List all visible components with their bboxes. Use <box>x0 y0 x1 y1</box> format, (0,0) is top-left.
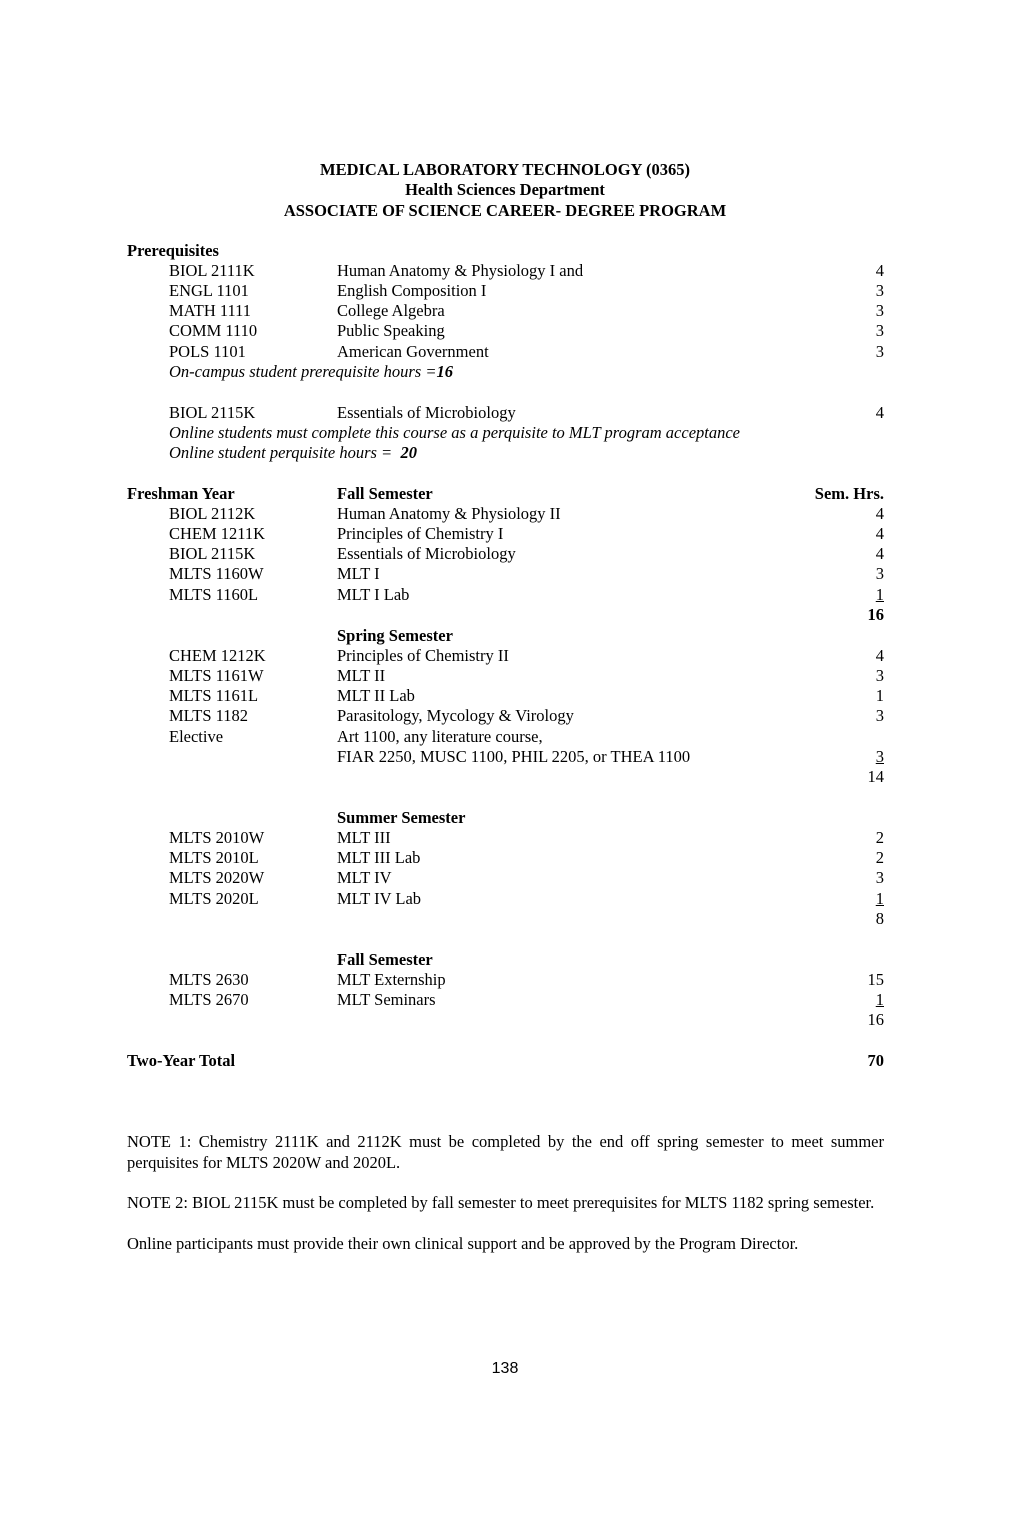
course-title: Essentials of Microbiology <box>337 403 516 422</box>
course-hours: 15 <box>867 970 884 989</box>
summer-semester-total: 8 <box>875 909 884 928</box>
fall-semester-label: Fall Semester <box>337 484 433 503</box>
course-hours: 1 <box>875 585 884 604</box>
spring-heading-row <box>0 626 1010 646</box>
course-code: MLTS 1160W <box>169 564 264 583</box>
course-code: MLTS 1161W <box>169 666 264 685</box>
course-hours: 3 <box>875 281 884 300</box>
course-hours: 3 <box>875 747 884 766</box>
summer-semester-label: Summer Semester <box>337 808 466 827</box>
elective-row-continued <box>0 747 1010 767</box>
online-hours-total: 20 <box>400 443 417 462</box>
fall2-heading-row <box>0 950 1010 970</box>
course-code: BIOL 2112K <box>169 504 256 523</box>
course-title: MLT II Lab <box>337 686 415 705</box>
course-hours: 3 <box>875 564 884 583</box>
course-code: MLTS 2670 <box>169 990 249 1009</box>
subtotal-row <box>0 909 1010 929</box>
course-code: POLS 1101 <box>169 342 246 361</box>
course-code: MLTS 2630 <box>169 970 249 989</box>
course-title: Human Anatomy & Physiology I and <box>337 261 584 280</box>
page-number: 138 <box>491 1360 519 1377</box>
course-code: BIOL 2111K <box>169 261 255 280</box>
course-hours: 4 <box>875 524 884 543</box>
oncampus-hours-row <box>0 362 1010 382</box>
course-code: CHEM 1211K <box>169 524 266 543</box>
course-hours: 1 <box>875 990 884 1009</box>
note-1: NOTE 1: Chemistry 2111K and 2112K must be completed by the end off spring semester to meet summer perquisites for MLTS 2020W and 2020L. <box>127 1132 884 1172</box>
freshman-year-label: Freshman Year <box>127 484 235 503</box>
course-title: MLT II <box>337 666 386 685</box>
course-hours: 3 <box>875 342 884 361</box>
prereq-heading-row <box>0 241 1010 261</box>
course-title: MLT IV <box>337 868 392 887</box>
course-row <box>0 706 1010 726</box>
two-year-total-value: 70 <box>867 1051 884 1070</box>
course-title: Essentials of Microbiology <box>337 544 516 563</box>
online-note-row <box>0 423 1010 443</box>
course-title: Principles of Chemistry II <box>337 646 509 665</box>
course-title: Public Speaking <box>337 321 445 340</box>
prereq-row <box>0 342 1010 362</box>
course-hours: 3 <box>875 321 884 340</box>
course-hours: 4 <box>875 504 884 523</box>
course-code: MLTS 1161L <box>169 686 259 705</box>
course-row <box>0 990 1010 1010</box>
online-hours-label: Online student perquisite hours = <box>169 443 393 462</box>
oncampus-hours-line <box>169 362 453 382</box>
oncampus-hours-total: 16 <box>436 362 453 381</box>
fall2-semester-label: Fall Semester <box>337 950 433 969</box>
course-row <box>0 848 1010 868</box>
course-hours: 3 <box>875 868 884 887</box>
prereq-row <box>0 281 1010 301</box>
program-type: ASSOCIATE OF SCIENCE CAREER- DEGREE PROGRAM <box>283 201 727 220</box>
subtotal-row <box>0 605 1010 625</box>
fall2-semester-total: 16 <box>867 1010 884 1029</box>
two-year-total-label: Two-Year Total <box>127 1051 236 1070</box>
course-code: MLTS 2010W <box>169 828 265 847</box>
course-hours: 3 <box>875 301 884 320</box>
two-year-total-row <box>0 1051 1010 1071</box>
prereq-row <box>0 301 1010 321</box>
course-row <box>0 686 1010 706</box>
course-title: MLT IV Lab <box>337 889 422 908</box>
course-row <box>0 868 1010 888</box>
course-title: MLT Externship <box>337 970 446 989</box>
online-hours-line <box>169 443 417 463</box>
course-title: Parasitology, Mycology & Virology <box>337 706 574 725</box>
course-code: CHEM 1212K <box>169 646 266 665</box>
spring-semester-total: 14 <box>867 767 884 786</box>
program-title: MEDICAL LABORATORY TECHNOLOGY (0365) <box>320 160 690 179</box>
prereq-heading: Prerequisites <box>127 241 219 260</box>
online-course-row <box>0 403 1010 423</box>
course-hours: 1 <box>875 686 884 705</box>
spring-semester-label: Spring Semester <box>337 626 453 645</box>
course-code: MLTS 2010L <box>169 848 259 867</box>
summer-heading-row <box>0 808 1010 828</box>
course-title: Principles of Chemistry I <box>337 524 504 543</box>
course-code: MLTS 1182 <box>169 706 249 725</box>
elective-options-line-2: FIAR 2250, MUSC 1100, PHIL 2205, or THEA 1100 <box>337 747 691 766</box>
course-row <box>0 544 1010 564</box>
course-hours: 4 <box>875 544 884 563</box>
course-title: MLT III Lab <box>337 848 421 867</box>
course-row <box>0 828 1010 848</box>
sem-hours-label: Sem. Hrs. <box>814 484 884 503</box>
course-row <box>0 524 1010 544</box>
course-code: BIOL 2115K <box>169 544 256 563</box>
course-hours: 3 <box>875 666 884 685</box>
course-title: American Government <box>337 342 489 361</box>
subtotal-row <box>0 767 1010 787</box>
course-row <box>0 564 1010 584</box>
course-code: COMM 1110 <box>169 321 258 340</box>
course-row <box>0 666 1010 686</box>
course-hours: 4 <box>875 646 884 665</box>
course-row <box>0 646 1010 666</box>
oncampus-hours-label: On-campus student prerequisite hours = <box>169 362 437 381</box>
subtotal-row <box>0 1010 1010 1030</box>
course-code: MATH 1111 <box>169 301 252 320</box>
note-2: NOTE 2: BIOL 2115K must be completed by fall semester to meet prerequisites for MLTS 1182 spring semester. <box>127 1193 875 1212</box>
course-title: College Algebra <box>337 301 445 320</box>
course-row <box>0 970 1010 990</box>
course-code: MLTS 2020L <box>169 889 259 908</box>
course-hours: 2 <box>875 828 884 847</box>
course-title: Human Anatomy & Physiology II <box>337 504 561 523</box>
course-hours: 4 <box>875 403 884 422</box>
course-code: ENGL 1101 <box>169 281 249 300</box>
course-title: MLT III <box>337 828 391 847</box>
course-row <box>0 504 1010 524</box>
prereq-row <box>0 261 1010 281</box>
course-title: MLT I <box>337 564 380 583</box>
course-code: MLTS 2020W <box>169 868 265 887</box>
fall-semester-total: 16 <box>867 605 884 624</box>
elective-options-line-1: Art 1100, any literature course, <box>337 727 543 746</box>
online-note: Online students must complete this course as a perquisite to MLT program acceptance <box>169 423 740 442</box>
note-3: Online participants must provide their own clinical support and be approved by the Program Director. <box>127 1234 799 1253</box>
course-row <box>0 585 1010 605</box>
course-row <box>0 889 1010 909</box>
online-hours-row <box>0 443 1010 463</box>
course-code: MLTS 1160L <box>169 585 259 604</box>
department-name: Health Sciences Department <box>405 180 605 199</box>
course-hours: 4 <box>875 261 884 280</box>
course-title: MLT I Lab <box>337 585 410 604</box>
course-title: English Composition I <box>337 281 487 300</box>
course-hours: 2 <box>875 848 884 867</box>
freshman-heading-row <box>0 484 1010 504</box>
course-hours: 1 <box>875 889 884 908</box>
prereq-row <box>0 321 1010 341</box>
elective-row <box>0 727 1010 747</box>
course-code: BIOL 2115K <box>169 403 256 422</box>
course-code: Elective <box>169 727 224 746</box>
course-title: MLT Seminars <box>337 990 436 1009</box>
course-hours: 3 <box>875 706 884 725</box>
